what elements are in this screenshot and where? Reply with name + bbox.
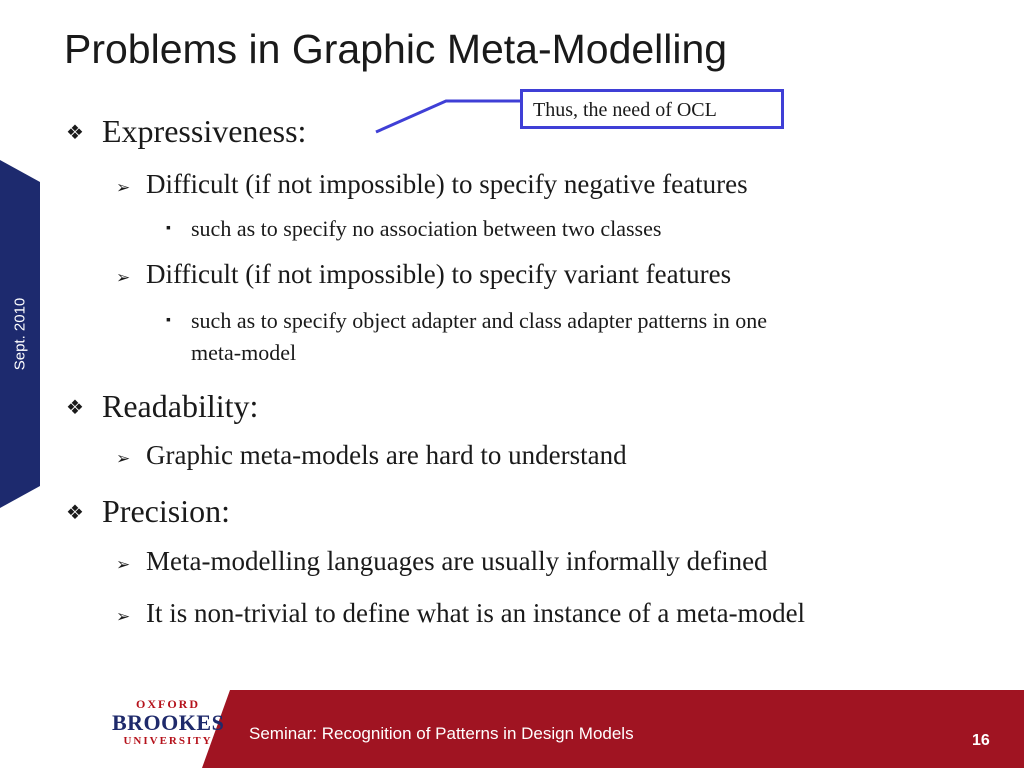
square-bullet-icon: ▪ [166,313,171,328]
arrow-bullet-icon: ➢ [116,449,131,468]
bullet-hard-to-understand: Graphic meta-models are hard to understand [146,440,627,470]
arrow-bullet-icon: ➢ [116,607,131,626]
bullet-no-association: such as to specify no association between two classes [191,216,662,241]
bullet-expressiveness: Expressiveness: [102,113,307,149]
arrow-bullet-icon: ➢ [116,178,131,197]
oxford-brookes-logo [112,697,224,745]
bullet-instance-definition: It is non-trivial to define what is an instance of a meta-model [146,598,806,628]
diamond-bullet-icon: ❖ [66,122,84,144]
bullet-variant-features: Difficult (if not impossible) to specify variant features [146,259,732,289]
diamond-bullet-icon: ❖ [66,397,84,419]
bullet-negative-features: Difficult (if not impossible) to specify negative features [146,169,748,199]
logo-brookes-text: BROOKES [112,710,225,735]
logo-oxford-text: OXFORD [136,697,200,711]
side-date-label: Sept. 2010 [11,297,29,371]
bullet-readability: Readability: [102,388,259,424]
arrow-bullet-icon: ➢ [116,555,131,574]
logo-university-text: UNIVERSITY [123,735,213,747]
diamond-bullet-icon: ❖ [66,502,84,524]
slide-title: Problems in Graphic Meta-Modelling [64,26,728,72]
bullet-adapter-patterns-cont: meta-model [191,340,297,365]
square-bullet-icon: ▪ [166,221,171,236]
arrow-bullet-icon: ➢ [116,268,131,287]
bullet-adapter-patterns: such as to specify object adapter and class adapter patterns in one [191,308,768,333]
bullet-informally-defined: Meta-modelling languages are usually informally defined [146,546,768,576]
footer-seminar-title: Seminar: Recognition of Patterns in Design Models [249,724,634,743]
page-number: 16 [972,732,990,749]
bullet-precision: Precision: [102,493,230,529]
callout-box: Thus, the need of OCL [520,89,784,129]
